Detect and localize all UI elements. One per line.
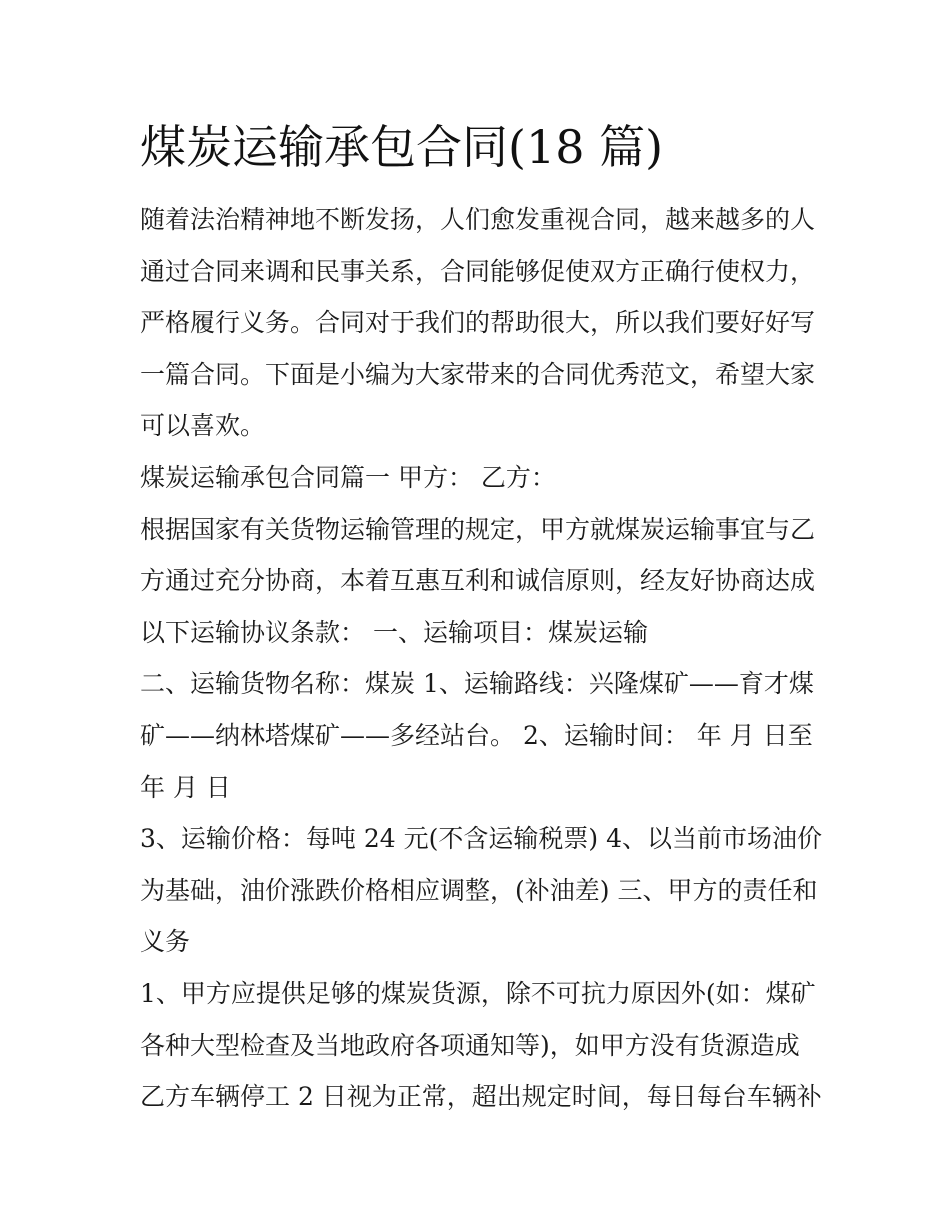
text-line: 各种大型检查及当地政府各项通知等)，如甲方没有货源造成 <box>140 1030 800 1060</box>
text-line: 一篇合同。下面是小编为大家带来的合同优秀范文，希望大家 <box>140 359 816 389</box>
text-line: 可以喜欢。 <box>140 411 266 441</box>
text-line: 3、运输价格：每吨 24 元(不含运输税票) 4、以当前市场油价 <box>140 824 822 854</box>
text-line: 方通过充分协商，本着互惠互利和诚信原则，经友好协商达成 <box>140 566 816 596</box>
text-line: 矿——纳林塔煤矿——多经站台。 2、运输时间： 年 月 日至 <box>140 720 813 750</box>
text-line: 根据国家有关货物运输管理的规定，甲方就煤炭运输事宜与乙 <box>140 514 816 544</box>
text-line: 严格履行义务。合同对于我们的帮助很大，所以我们要好好写 <box>140 308 816 338</box>
document-body <box>140 194 822 1123</box>
text-line: 1、甲方应提供足够的煤炭货源，除不可抗力原因外(如：煤矿 <box>140 978 816 1008</box>
text-line: 为基础，油价涨跌价格相应调整，(补油差) 三、甲方的责任和 <box>140 875 818 905</box>
text-line: 义务 <box>140 927 191 957</box>
text-line: 乙方车辆停工 2 日视为正常，超出规定时间，每日每台车辆补 <box>140 1082 822 1112</box>
text-line: 随着法治精神地不断发扬，人们愈发重视合同，越来越多的人 <box>140 205 816 234</box>
text-line: 通过合同来调和民事关系，合同能够促使双方正确行使权力， <box>140 256 816 286</box>
text-line: 二、运输货物名称：煤炭 1、运输路线：兴隆煤矿——育才煤 <box>140 669 814 699</box>
text-line: 年 月 日 <box>140 772 231 802</box>
text-line: 以下运输协议条款： 一、运输项目：煤炭运输 <box>140 617 648 647</box>
page-title: 煤炭运输承包合同(18 篇) <box>140 120 664 174</box>
section-heading: 煤炭运输承包合同篇一 甲方： 乙方： <box>140 462 556 492</box>
